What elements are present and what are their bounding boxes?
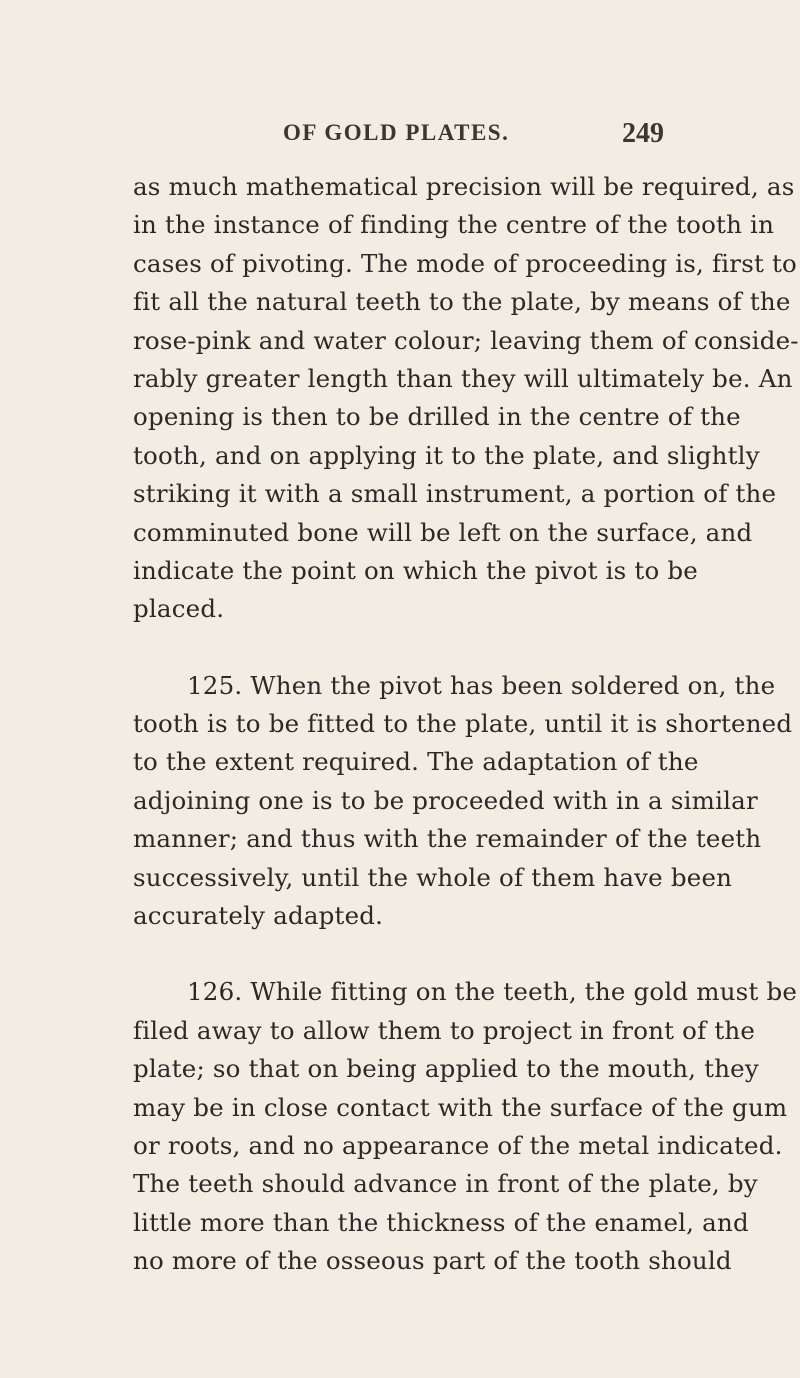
text-line: The teeth should advance in front of the plate, by [133,1169,758,1199]
text-line: successively, until the whole of them have been [133,862,733,892]
text-line: rose-pink and water colour; leaving them of conside- [133,325,799,355]
text-line: tooth, and on applying it to the plate, and slightly [133,440,760,470]
text-line: striking it with a small instrument, a portion of the [133,479,777,509]
text-line: fit all the natural teeth to the plate, by means of the [133,287,791,317]
text-line: manner; and thus with the remainder of the teeth [133,824,762,854]
text-line: accurately adapted. [133,901,384,931]
body-text [133,168,799,1281]
text-line: in the instance of finding the centre of the tooth in [133,210,775,240]
text-line: or roots, and no appearance of the metal indicated. [133,1130,783,1160]
page-number: 249 [622,118,664,149]
text-line: filed away to allow them to project in front of the [133,1015,756,1045]
text-line: little more than the thickness of the enamel, and [133,1207,749,1237]
text-line: as much mathematical precision will be required, as [133,172,795,201]
running-head [0,120,800,160]
running-title: OF GOLD PLATES. [283,120,510,145]
text-line: 126. While fitting on the teeth, the gold must be [187,977,798,1007]
text-line: tooth is to be fitted to the plate, until it is shortened [133,709,793,739]
text-line: no more of the osseous part of the tooth should [133,1246,732,1276]
text-line: may be in close contact with the surface of the gum [133,1092,788,1122]
paragraph-126 [133,973,798,1280]
text-line: to the extent required. The adaptation of the [133,747,699,777]
text-line: cases of pivoting. The mode of proceeding is, first to [133,248,797,278]
text-line: rably greater length than they will ultimately be. An [133,363,793,393]
text-line: opening is then to be drilled in the centre of the [133,402,741,432]
text-line: indicate the point on which the pivot is to be [133,555,698,585]
text-line: adjoining one is to be proceeded with in a similar [133,785,758,815]
text-line: placed. [133,594,225,624]
text-line: 125. When the pivot has been soldered on, the [187,670,776,700]
paragraph-125 [133,667,793,936]
text-line: comminuted bone will be left on the surface, and [133,517,753,547]
text-line: plate; so that on being applied to the mouth, they [133,1054,759,1084]
paragraph-1 [133,168,799,629]
